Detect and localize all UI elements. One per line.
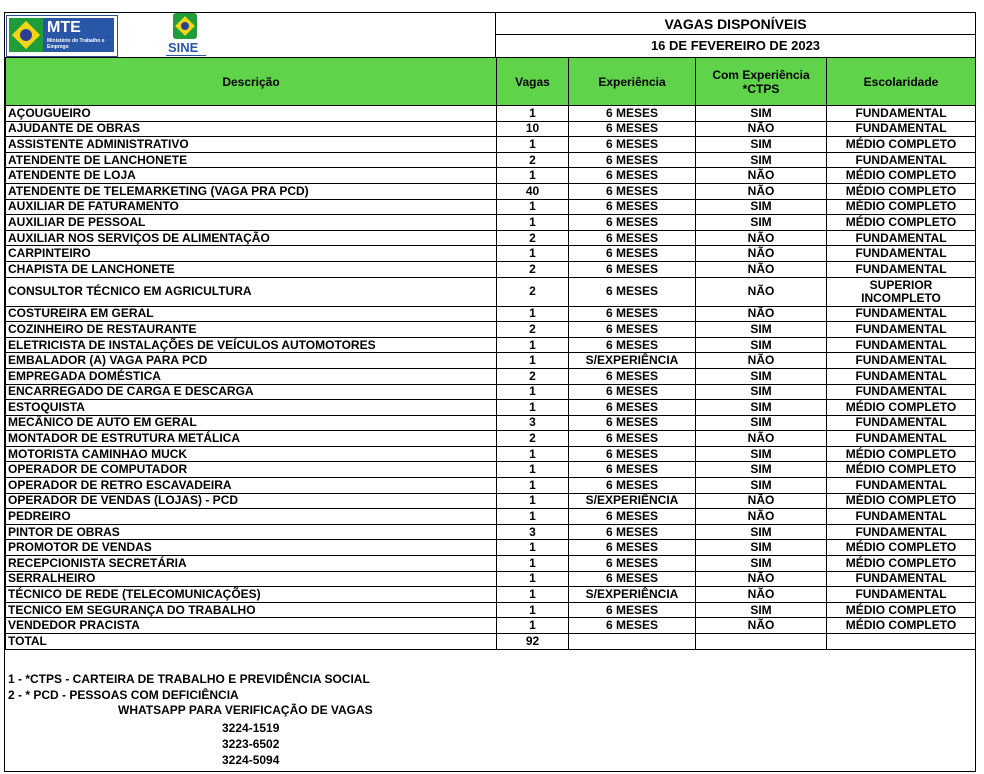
table-cell: 3 [497, 524, 569, 540]
table-cell: COZINHEIRO DE RESTAURANTE [6, 322, 497, 338]
table-cell: 1 [497, 556, 569, 572]
table-row [6, 415, 976, 431]
table-cell: FUNDAMENTAL [827, 509, 976, 525]
table-cell: FUNDAMENTAL [827, 571, 976, 587]
table-cell: MÉDIO COMPLETO [827, 446, 976, 462]
phone-number: 3224-1519 [222, 721, 280, 735]
table-cell: SERRALHEIRO [6, 571, 497, 587]
table-cell: NÃO [696, 121, 827, 137]
table-row [6, 493, 976, 509]
table-cell: 2 [497, 431, 569, 447]
table-cell: MÉDIO COMPLETO [827, 137, 976, 153]
table-cell: FUNDAMENTAL [827, 261, 976, 277]
table-cell: SIM [696, 384, 827, 400]
column-header: Descrição [6, 58, 497, 106]
table-cell: CHAPISTA DE LANCHONETE [6, 261, 497, 277]
table-row [6, 524, 976, 540]
table-cell: 6 MESES [569, 322, 696, 338]
table-row [6, 306, 976, 322]
table-cell: SIM [696, 524, 827, 540]
table-cell: NÃO [696, 306, 827, 322]
table-row [6, 183, 976, 199]
table-cell: 6 MESES [569, 106, 696, 122]
table-cell: FUNDAMENTAL [827, 322, 976, 338]
table-row [6, 368, 976, 384]
table-cell: NÃO [696, 353, 827, 369]
table-cell: 6 MESES [569, 509, 696, 525]
table-cell: 6 MESES [569, 306, 696, 322]
table-row [6, 618, 976, 634]
table-cell: NÃO [696, 587, 827, 603]
table-cell: 2 [497, 368, 569, 384]
table-cell: 6 MESES [569, 415, 696, 431]
table-cell: OPERADOR DE COMPUTADOR [6, 462, 497, 478]
table-cell: FUNDAMENTAL [827, 368, 976, 384]
table-row [6, 571, 976, 587]
table-cell: SIM [696, 478, 827, 494]
table-cell: SIM [696, 215, 827, 231]
footnote: 2 - * PCD - PESSOAS COM DEFICIÊNCIA [8, 688, 239, 702]
table-cell: FUNDAMENTAL [827, 121, 976, 137]
table-row [6, 261, 976, 277]
table-row [6, 121, 976, 137]
table-cell: FUNDAMENTAL [827, 415, 976, 431]
table-cell: FUNDAMENTAL [827, 106, 976, 122]
table-cell: 1 [497, 168, 569, 184]
table-cell: NÃO [696, 493, 827, 509]
table-cell: ATENDENTE DE LOJA [6, 168, 497, 184]
table-cell: TÉCNICO DE REDE (TELECOMUNICAÇÕES) [6, 587, 497, 603]
table-cell: SIM [696, 106, 827, 122]
table-row [6, 540, 976, 556]
sine-logo [162, 13, 212, 57]
table-cell: 1 [497, 306, 569, 322]
table-row [6, 277, 976, 306]
table-row [6, 106, 976, 122]
table-cell: SIM [696, 322, 827, 338]
table-cell: 1 [497, 571, 569, 587]
table-cell: FUNDAMENTAL [827, 306, 976, 322]
table-cell: SUPERIOR INCOMPLETO [827, 277, 976, 306]
table-cell: 6 MESES [569, 368, 696, 384]
column-header: Com Experiência *CTPS [696, 58, 827, 106]
table-cell [696, 634, 827, 650]
table-cell: 6 MESES [569, 602, 696, 618]
column-header: Experiência [569, 58, 696, 106]
table-cell: PROMOTOR DE VENDAS [6, 540, 497, 556]
table-cell: 6 MESES [569, 168, 696, 184]
table-cell: 1 [497, 587, 569, 603]
table-row [6, 384, 976, 400]
table-cell: 6 MESES [569, 246, 696, 262]
table-cell: NÃO [696, 168, 827, 184]
table-cell: 6 MESES [569, 337, 696, 353]
table-cell [569, 634, 696, 650]
table-cell: MÉDIO COMPLETO [827, 540, 976, 556]
table-cell: 6 MESES [569, 215, 696, 231]
table-cell: CONSULTOR TÉCNICO EM AGRICULTURA [6, 277, 497, 306]
table-cell: SIM [696, 556, 827, 572]
table-cell: NÃO [696, 618, 827, 634]
table-cell: FUNDAMENTAL [827, 431, 976, 447]
brazil-flag-icon [9, 18, 43, 52]
table-cell: 6 MESES [569, 524, 696, 540]
mte-logo [6, 15, 118, 57]
table-row [6, 215, 976, 231]
table-cell: FUNDAMENTAL [827, 384, 976, 400]
table-cell: FUNDAMENTAL [827, 478, 976, 494]
table-cell: FUNDAMENTAL [827, 587, 976, 603]
table-cell: PINTOR DE OBRAS [6, 524, 497, 540]
table-cell: AUXILIAR DE FATURAMENTO [6, 199, 497, 215]
page-title: VAGAS DISPONÍVEIS [495, 13, 975, 35]
table-cell: MÉDIO COMPLETO [827, 400, 976, 416]
table-cell: 6 MESES [569, 571, 696, 587]
table-cell: 1 [497, 509, 569, 525]
table-row [6, 322, 976, 338]
logo-area [5, 13, 495, 58]
table-cell: ENCARREGADO DE CARGA E DESCARGA [6, 384, 497, 400]
sine-logo-text: SINE [168, 40, 199, 55]
table-cell: AUXILIAR NOS SERVIÇOS DE ALIMENTAÇÃO [6, 230, 497, 246]
phone-number: 3224-5094 [222, 753, 280, 767]
table-cell: RECEPCIONISTA SECRETÁRIA [6, 556, 497, 572]
phone-list [222, 720, 279, 768]
table-cell: 6 MESES [569, 400, 696, 416]
table-cell: NÃO [696, 230, 827, 246]
table-cell: TECNICO EM SEGURANÇA DO TRABALHO [6, 602, 497, 618]
table-cell: 1 [497, 493, 569, 509]
table-row [6, 446, 976, 462]
table-cell: AÇOUGUEIRO [6, 106, 497, 122]
table-cell: 10 [497, 121, 569, 137]
table-cell: ESTOQUISTA [6, 400, 497, 416]
sine-flag-icon [173, 13, 197, 39]
table-cell: 6 MESES [569, 277, 696, 306]
table-cell: AJUDANTE DE OBRAS [6, 121, 497, 137]
table-cell: 2 [497, 261, 569, 277]
phone-number: 3223-6502 [222, 737, 280, 751]
table-cell: ATENDENTE DE TELEMARKETING (VAGA PRA PCD) [6, 183, 497, 199]
table-cell: SIM [696, 152, 827, 168]
table-cell: MÉDIO COMPLETO [827, 199, 976, 215]
table-row [6, 587, 976, 603]
table-cell: 3 [497, 415, 569, 431]
table-cell: SIM [696, 462, 827, 478]
table-cell: NÃO [696, 431, 827, 447]
table-cell: 40 [497, 183, 569, 199]
table-cell: 6 MESES [569, 556, 696, 572]
table-cell: PEDREIRO [6, 509, 497, 525]
table-cell: 6 MESES [569, 230, 696, 246]
table-row [6, 353, 976, 369]
table-cell: 2 [497, 230, 569, 246]
table-cell: ATENDENTE DE LANCHONETE [6, 152, 497, 168]
table-cell: SIM [696, 446, 827, 462]
table-cell: SIM [696, 137, 827, 153]
table-cell: 1 [497, 478, 569, 494]
table-row [6, 478, 976, 494]
vacancies-table [5, 57, 976, 650]
table-cell: 6 MESES [569, 540, 696, 556]
table-cell: 1 [497, 400, 569, 416]
table-row [6, 152, 976, 168]
table-cell: SIM [696, 337, 827, 353]
column-header: Vagas [497, 58, 569, 106]
column-header: Escolaridade [827, 58, 976, 106]
table-cell: SIM [696, 415, 827, 431]
table-cell: OPERADOR DE RETRO ESCAVADEIRA [6, 478, 497, 494]
table-cell: 1 [497, 618, 569, 634]
table-cell: 1 [497, 199, 569, 215]
table-row [6, 431, 976, 447]
table-cell: 1 [497, 602, 569, 618]
table-cell: OPERADOR DE VENDAS (LOJAS) - PCD [6, 493, 497, 509]
table-cell: 6 MESES [569, 384, 696, 400]
table-cell: 1 [497, 137, 569, 153]
table-cell: 6 MESES [569, 431, 696, 447]
table-cell: NÃO [696, 277, 827, 306]
total-row [6, 634, 976, 650]
table-cell: MÉDIO COMPLETO [827, 168, 976, 184]
table-cell: NÃO [696, 571, 827, 587]
table-cell: 2 [497, 322, 569, 338]
table-cell: 2 [497, 277, 569, 306]
footnotes [8, 671, 370, 703]
table-row [6, 462, 976, 478]
table-cell: MECÂNICO DE AUTO EM GERAL [6, 415, 497, 431]
table-cell: MÉDIO COMPLETO [827, 183, 976, 199]
table-cell: 6 MESES [569, 199, 696, 215]
table-cell: FUNDAMENTAL [827, 353, 976, 369]
table-cell: 1 [497, 384, 569, 400]
table-cell: ELETRICISTA DE INSTALAÇÕES DE VEÍCULOS AUTOMOTORES [6, 337, 497, 353]
table-cell: MÉDIO COMPLETO [827, 556, 976, 572]
table-cell: SIM [696, 400, 827, 416]
table-cell: SIM [696, 199, 827, 215]
table-row [6, 168, 976, 184]
table-cell: 6 MESES [569, 462, 696, 478]
table-cell: 1 [497, 215, 569, 231]
table-cell: COSTUREIRA EM GERAL [6, 306, 497, 322]
table-cell: 1 [497, 106, 569, 122]
table-cell: MONTADOR DE ESTRUTURA METÁLICA [6, 431, 497, 447]
table-cell: MÉDIO COMPLETO [827, 215, 976, 231]
table-cell: NÃO [696, 183, 827, 199]
total-value: 92 [497, 634, 569, 650]
mte-logo-text: MTE [47, 19, 81, 36]
table-cell: MÉDIO COMPLETO [827, 602, 976, 618]
table-cell: FUNDAMENTAL [827, 524, 976, 540]
table-cell: MOTORISTA CAMINHAO MUCK [6, 446, 497, 462]
table-cell: ASSISTENTE ADMINISTRATIVO [6, 137, 497, 153]
table-cell: SIM [696, 368, 827, 384]
table-cell: MÉDIO COMPLETO [827, 462, 976, 478]
table-row [6, 199, 976, 215]
table-cell: FUNDAMENTAL [827, 152, 976, 168]
table-cell: 6 MESES [569, 261, 696, 277]
table-cell: SIM [696, 602, 827, 618]
table-cell: 1 [497, 353, 569, 369]
table-cell: 6 MESES [569, 152, 696, 168]
table-row [6, 556, 976, 572]
table-cell: SIM [696, 540, 827, 556]
table-cell: FUNDAMENTAL [827, 246, 976, 262]
table-cell: MÉDIO COMPLETO [827, 493, 976, 509]
page-date: 16 DE FEVEREIRO DE 2023 [495, 35, 975, 57]
table-cell: CARPINTEIRO [6, 246, 497, 262]
table-row [6, 337, 976, 353]
table-row [6, 509, 976, 525]
table-cell: MÉDIO COMPLETO [827, 618, 976, 634]
whatsapp-label: WHATSAPP PARA VERIFICAÇÃO DE VAGAS [118, 703, 373, 717]
table-cell: 6 MESES [569, 137, 696, 153]
footnote: 1 - *CTPS - CARTEIRA DE TRABALHO E PREVIDÊNCIA SOCIAL [8, 672, 370, 686]
table-row [6, 400, 976, 416]
table-cell [827, 634, 976, 650]
table-cell: 1 [497, 462, 569, 478]
table-cell: EMBALADOR (A) VAGA PARA PCD [6, 353, 497, 369]
table-cell: S/EXPERIÊNCIA [569, 353, 696, 369]
table-row [6, 137, 976, 153]
table-cell: VENDEDOR PRACISTA [6, 618, 497, 634]
mte-logo-subtitle: Ministério do Trabalho e Emprego [47, 38, 105, 50]
table-cell: 6 MESES [569, 446, 696, 462]
table-cell: 1 [497, 446, 569, 462]
table-cell: 1 [497, 540, 569, 556]
table-row [6, 602, 976, 618]
table-cell: 2 [497, 152, 569, 168]
table-cell: 6 MESES [569, 478, 696, 494]
table-cell: NÃO [696, 509, 827, 525]
table-cell: 1 [497, 337, 569, 353]
table-row [6, 246, 976, 262]
table-cell: EMPREGADA DOMÉSTICA [6, 368, 497, 384]
title-box [495, 13, 975, 57]
table-cell: NÃO [696, 246, 827, 262]
total-label: TOTAL [6, 634, 497, 650]
table-header-row [6, 58, 976, 106]
table-cell: 6 MESES [569, 618, 696, 634]
table-cell: FUNDAMENTAL [827, 337, 976, 353]
table-cell: AUXILIAR DE PESSOAL [6, 215, 497, 231]
table-cell: NÃO [696, 261, 827, 277]
table-cell: FUNDAMENTAL [827, 230, 976, 246]
table-row [6, 230, 976, 246]
table-cell: S/EXPERIÊNCIA [569, 587, 696, 603]
table-cell: 6 MESES [569, 183, 696, 199]
table-cell: 1 [497, 246, 569, 262]
table-cell: S/EXPERIÊNCIA [569, 493, 696, 509]
table-cell: 6 MESES [569, 121, 696, 137]
